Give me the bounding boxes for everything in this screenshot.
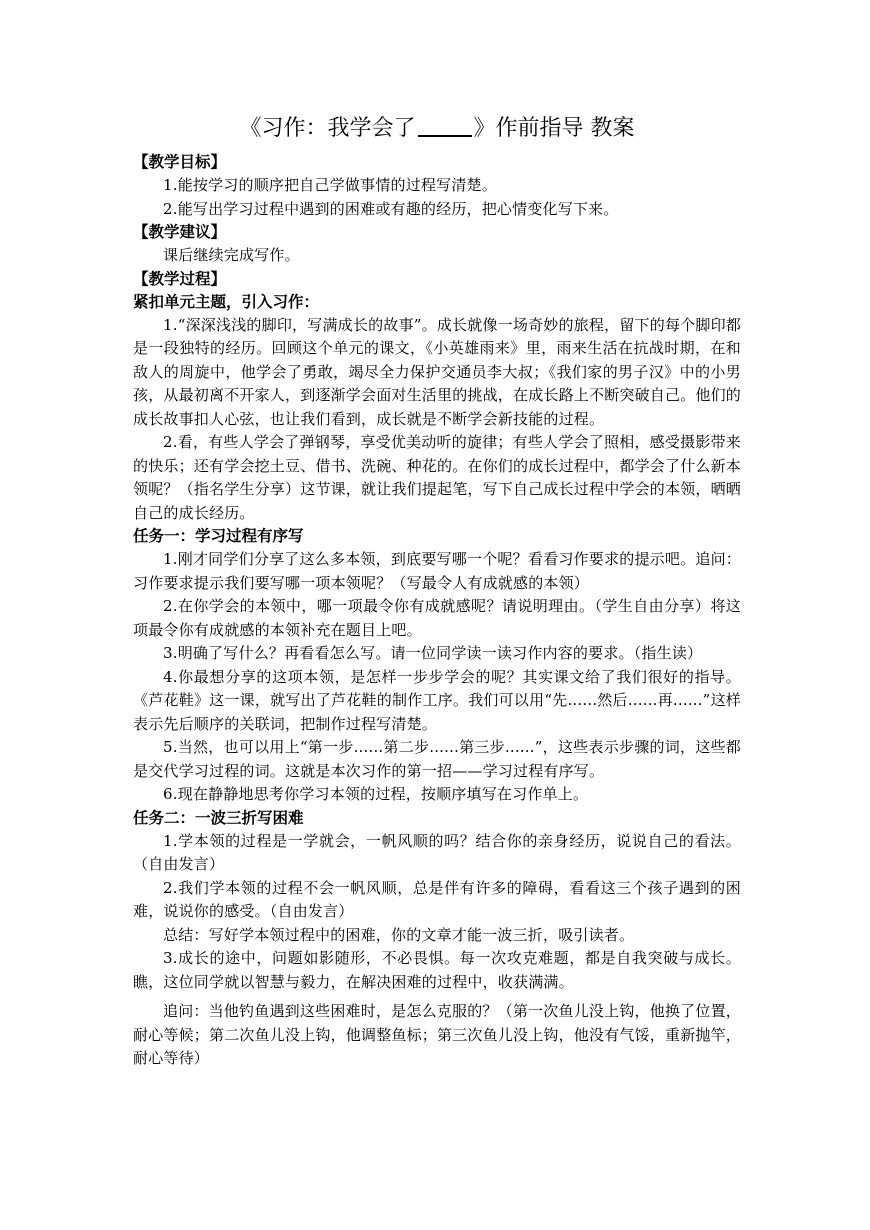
section-heading-process: 【教学过程】 [133,269,227,288]
title-prefix: 《习作：我学会了 [239,116,416,141]
task1-heading: 任务一：学习过程有序写 [133,527,304,545]
task2-followup: 追问：当他钓鱼遇到这些困难时，是怎么克服的？（第一次鱼儿没上钩，他换了位置，耐心等候；第二次鱼儿没上钩，他调整鱼标；第三次鱼儿没上钩，他没有气馁，重新抛竿，耐心等待） [133,1002,742,1067]
task1-paragraph: 2.在你学会的本领中，哪一项最令你有成就感呢？请说明理由。（学生自由分享）将这项最令你有成就感的本领补充在题目上吧。 [133,597,741,639]
document-title [133,110,741,148]
section-heading-goals: 【教学目标】 [133,153,227,171]
task2-heading: 任务二：一波三折写困难 [133,808,304,827]
title-suffix: 》作前指导 教案 [473,116,635,141]
title-blank [418,113,472,137]
goal-item: 2.能写出学习过程中遇到的困难或有趣的经历，把心情变化写下来。 [163,199,619,218]
task2-paragraph: 1.学本领的过程是一学就会，一帆风顺的吗？结合你的亲身经历，说说自己的看法。（自由发言） [133,831,741,873]
task1-paragraph: 1.刚才同学们分享了这么多本领，到底要写哪一个呢？看看习作要求的提示吧。追问：习作要求提示我们要写哪一项本领呢？（写最令人有成就感的本领） [133,550,741,592]
task1-paragraph: 3.明确了写什么？再看看怎么写。请一位同学读一读习作内容的要求。（指生读） [163,644,703,662]
task2-paragraph: 2.我们学本领的过程不会一帆风顺，总是伴有许多的障碍，看看这三个孩子遇到的困难，说说你的感受。（自由发言） [133,878,741,920]
task1-paragraph: 6.现在静静地思考你学习本领的过程，按顺序填写在习作单上。 [163,785,589,803]
task1-paragraph: 4.你最想分享的这项本领，是怎样一步步学会的呢？其实课文给了我们很好的指导。《芦花鞋》这一课，就写出了芦花鞋的制作工序。我们可以用“先......然后......再......”这样表示先后顺序的关联词，把制作过程写清楚。 [133,667,741,733]
task2-summary: 总结：写好学本领过程中的困难，你的文章才能一波三折，吸引读者。 [163,925,635,944]
task1-paragraph: 5.当然，也可以用上“第一步......第二步......第三步......”，这些表示步骤的词，这些都是交代学习过程的词。这就是本次习作的第一招——学习过程有序写。 [133,738,741,780]
intro-paragraph: 2.看，有些人学会了弹钢琴，享受优美动听的旋律；有些人学会了照相，感受摄影带来的快乐；还有学会挖土豆、借书、洗碗、种花的。在你们的成长过程中，都学会了什么新本领呢？（指名学生分享）这节课，就让我们提起笔，写下自己成长过程中学会的本领，晒晒自己的成长经历。 [133,433,742,522]
document-page [133,110,741,1071]
suggestion-item: 课后继续完成写作。 [163,246,300,264]
section-heading-suggestions: 【教学建议】 [133,223,227,241]
intro-paragraph: 1.“深深浅浅的脚印，写满成长的故事”。成长就像一场奇妙的旅程，留下的每个脚印都是一段独特的经历。回顾这个单元的课文，《小英雄雨来》里，雨来生活在抗战时期，在和敌人的周旋中，他学会了勇敢，竭尽全力保护交通员李大叔；《我们家的男子汉》中的小男孩，从最初离不开家人，到逐渐学会面对生活里的挑战，在成长路上不断突破自己。他们的成长故事扣人心弦，也让我们看到，成长就是不断学会新技能的过程。 [133,315,742,428]
intro-heading: 紧扣单元主题，引入习作： [133,292,320,311]
goal-item: 1.能按学习的顺序把自己学做事情的过程写清楚。 [163,176,497,194]
task2-paragraph: 3.成长的途中，问题如影随形，不必畏惧。每一次攻克难题，都是自我突破与成长。瞧，这位同学就以智慧与毅力，在解决困难的过程中，收获满满。 [133,949,741,991]
